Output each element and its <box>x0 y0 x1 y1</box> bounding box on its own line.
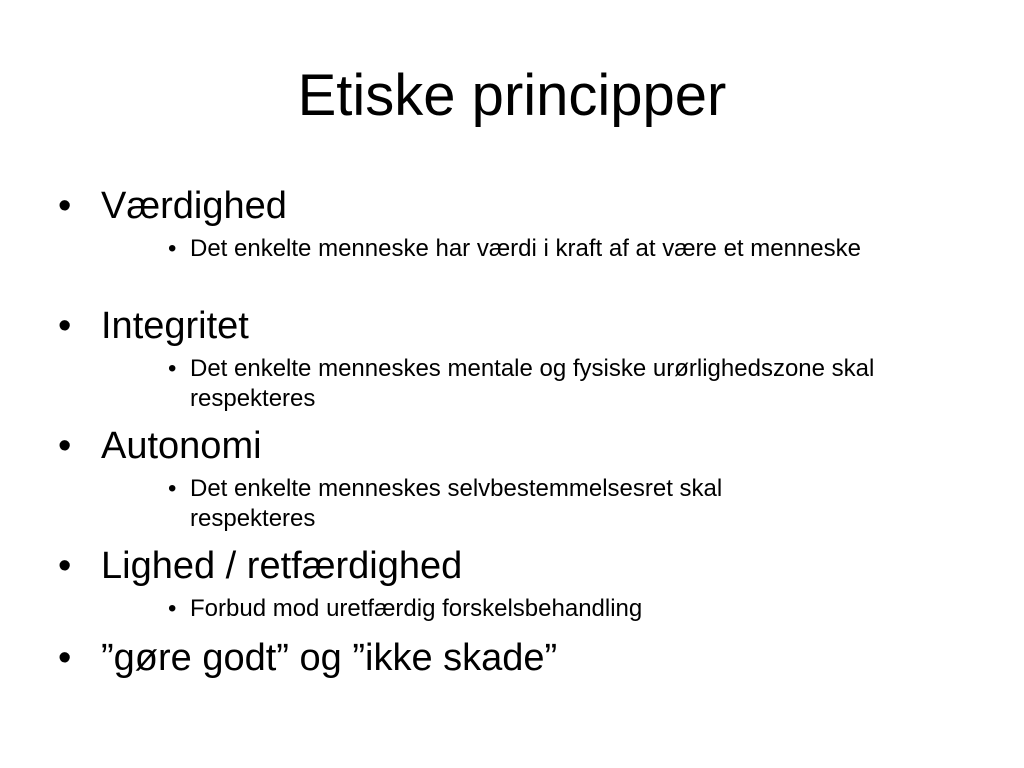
bullet-icon: • <box>58 545 72 587</box>
list-item-label: Autonomi <box>101 425 262 467</box>
sub-list-item-text: Forbud mod uretfærdig forskelsbehandling <box>190 595 643 622</box>
bullet-icon: • <box>58 185 72 227</box>
slide-title: Etiske principper <box>297 63 727 128</box>
bullet-icon: • <box>168 595 177 622</box>
sub-list-item-text: Det enkelte menneskes mentale og fysiske urørlighedszone skal respekteres <box>190 355 875 412</box>
bullet-icon: • <box>58 425 72 467</box>
list-item-label: ”gøre godt” og ”ikke skade” <box>101 637 558 679</box>
sub-list-item-text: Det enkelte menneske har værdi i kraft af at være et menneske <box>190 235 861 262</box>
bullet-icon: • <box>58 637 72 679</box>
list-item-label: Lighed / retfærdighed <box>101 545 463 587</box>
bullet-icon: • <box>58 305 72 347</box>
list-item-label: Værdighed <box>101 185 287 227</box>
bullet-icon: • <box>168 475 177 502</box>
bullet-icon: • <box>168 355 177 382</box>
sub-list-item-text: Det enkelte menneskes selvbestemmelsesret skal respekteres <box>190 475 723 532</box>
bullet-icon: • <box>168 235 177 262</box>
list-item-label: Integritet <box>101 305 249 347</box>
